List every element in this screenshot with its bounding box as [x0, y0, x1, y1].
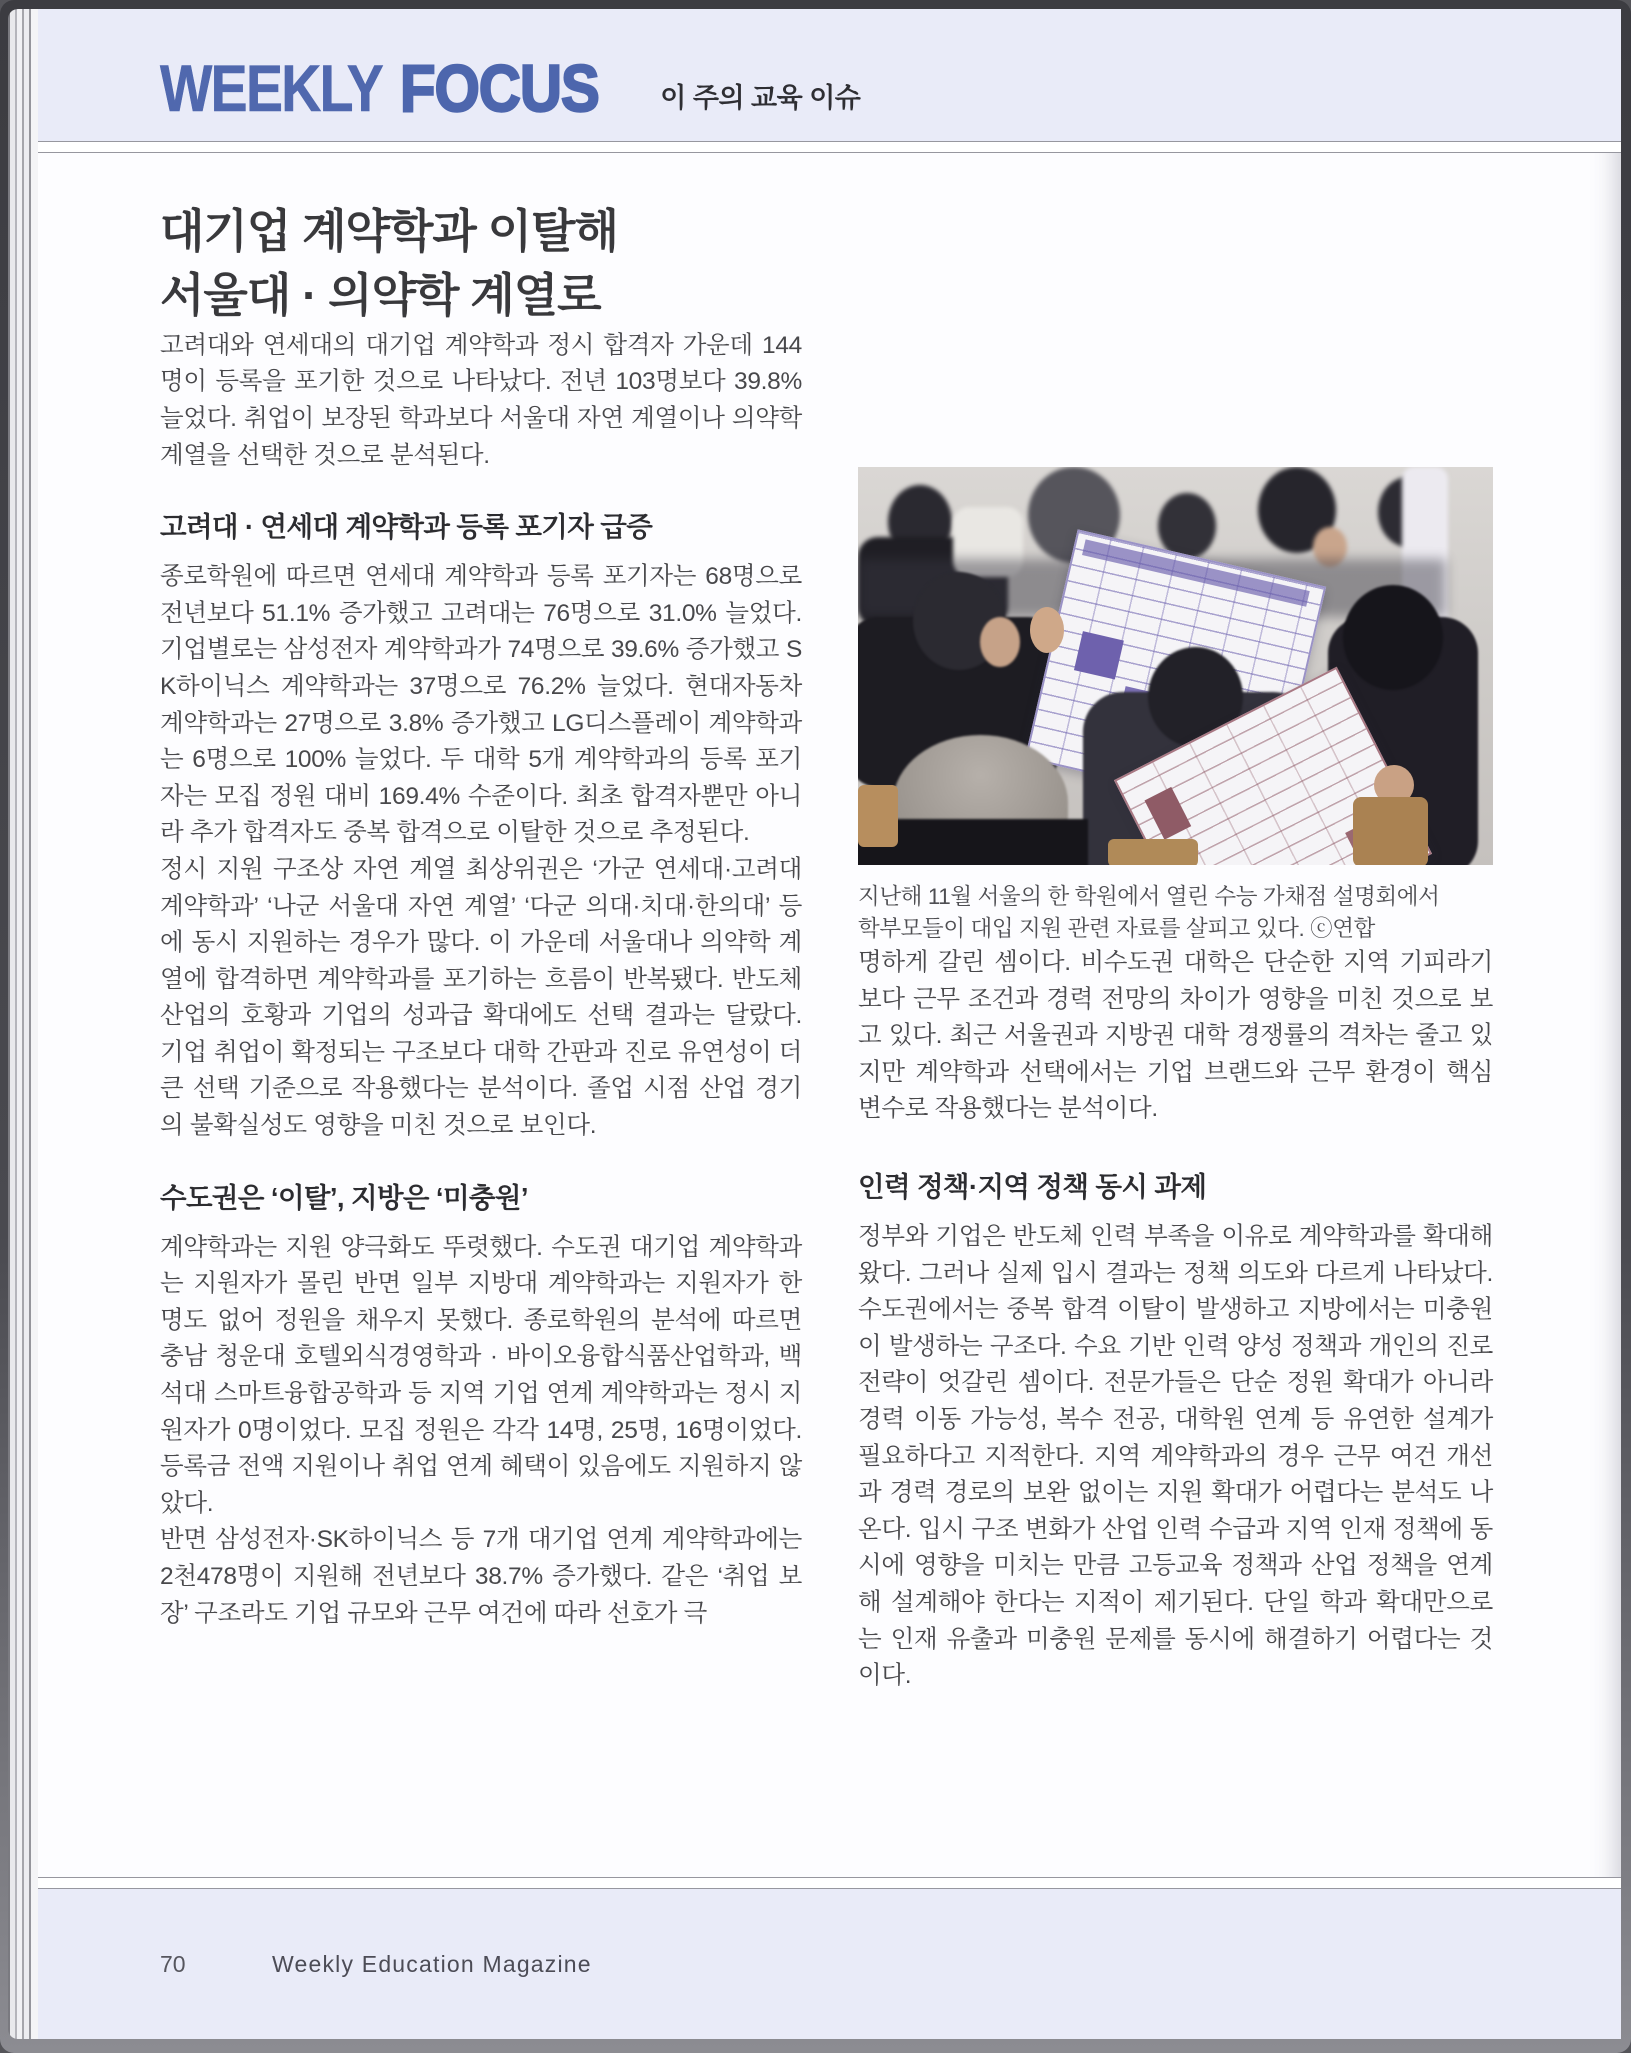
photo-chair-wood	[858, 785, 898, 847]
article-title-line1: 대기업 계약학과 이탈해	[160, 205, 618, 257]
news-photo	[858, 467, 1493, 865]
section2-heading: 수도권은 ‘이탈’, 지방은 ‘미충원’	[160, 1181, 528, 1213]
photo-sheet-logo-block	[1074, 631, 1124, 679]
page-number: 70	[160, 1950, 186, 1977]
header-tagline: 이 주의 교육 이슈	[660, 83, 861, 113]
article-title	[160, 199, 802, 328]
photo-sheet-logo-block	[1145, 787, 1192, 840]
header-band	[38, 9, 1621, 141]
article-title-line2: 서울대 · 의약학 계열로	[160, 269, 601, 322]
section3-heading: 인력 정책·지역 정책 동시 과제	[858, 1170, 1207, 1202]
footer-separator	[38, 1877, 1621, 1889]
left-column	[160, 199, 802, 1877]
photo-face	[980, 617, 1020, 667]
section2-paragraph2: 반면 삼성전자·SK하이닉스 등 7개 대기업 연계 계약학과에는 2천478명이 지원해 전년보다 38.7% 증가했다. 같은 ‘취업 보장’ 구조라도 기업 규모와 근무 여건에 따라 선호가 극	[160, 1526, 802, 1627]
section1-heading: 고려대 · 연세대 계약학과 등록 포기자 급증	[160, 511, 653, 543]
intro-paragraph: 고려대와 연세대의 대기업 계약학과 정시 합격자 가운데 144명이 등록을 포기한 것으로 나타났다. 전년 103명보다 39.8% 늘었다. 취업이 보장된 학과보다 서울대 자연 계열이나 의약학 계열을 선택한 것으로 분석된다.	[160, 331, 802, 469]
section3-paragraph1: 정부와 기업은 반도체 인력 부족을 이유로 계약학과를 확대해왔다. 그러나 실제 입시 결과는 정책 의도와 다르게 나타났다. 수도권에서는 중복 합격 이탈이 발생하고 지방에서는 미충원이 발생하는 구조다. 수요 기반 인력 양성 정책과 개인의 진로 전략이 엇갈린 셈이다. 전문가들은 단순 정원 확대가 아니라 경력 이동 가능성, 복수 전공, 대학원 연계 등 유연한 설계가 필요하다고 지적한다. 지역 계약학과의 경우 근무 여건 개선과 경력 경로의 보완 없이는 지원 확대가 어렵다는 분석도 나온다. 입시 구조 변화가 산업 인력 수급과 지역 인재 정책에 동시에 영향을 미치는 만큼 고등교육 정책과 산업 정책을 연계해 설계해야 한다는 지적이 제기된다. 단일 학과 확대만으로는 인재 유출과 미충원 문제를 동시에 해결하기 어렵다는 것이다.	[858, 1222, 1493, 1690]
photo-person-head	[1343, 585, 1443, 690]
brand-weekly-text: WEEKLY	[160, 51, 382, 125]
section1-paragraph1: 종로학원에 따르면 연세대 계약학과 등록 포기자는 68명으로 전년보다 51.1% 증가했고 고려대는 76명으로 31.0% 늘었다. 기업별로는 삼성전자 계약학과가 74명으로 39.6% 증가했고 SK하이닉스 계약학과는 37명으로 76.2% 늘었다. 현대자동차 계약학과는 27명으로 3.8% 증가했고 LG디스플레이 계약학과는 6명으로 100% 늘었다. 두 대학 5개 계약학과의 등록 포기자는 모집 정원 대비 169.4% 수준이다. 최초 합격자뿐만 아니라 추가 합격자도 중복 합격으로 이탈한 것으로 추정된다.	[160, 563, 802, 847]
magazine-name: Weekly Education Magazine	[272, 1950, 592, 1977]
section1-paragraph2: 정시 지원 구조상 자연 계열 최상위권은 ‘가군 연세대·고려대 계약학과’ ‘나군 서울대 자연 계열’ ‘다군 의대·치대·한의대’ 등에 동시 지원하는 경우가 많다. 이 가운데 서울대나 의약학 계열에 합격하면 계약학과를 포기하는 흐름이 반복됐다. 반도체 산업의 호황과 기업의 성과급 확대에도 선택 결과는 달랐다. 기업 취업이 확정되는 구조보다 대학 간판과 진로 유연성이 더 큰 선택 기준으로 작용했다는 분석이다. 졸업 시점 산업 경기의 불확실성도 영향을 미친 것으로 보인다.	[160, 855, 802, 1140]
page-stack-edge	[8, 9, 38, 2039]
photo-chair-wood	[1108, 839, 1198, 865]
magazine-brand	[160, 51, 626, 125]
section2-paragraph1: 계약학과는 지원 양극화도 뚜렷했다. 수도권 대기업 계약학과는 지원자가 몰린 반면 일부 지방대 계약학과는 지원자가 한 명도 없어 정원을 채우지 못했다. 종로학원의 분석에 따르면 충남 청운대 호텔외식경영학과 · 바이오융합식품산업학과, 백석대 스마트융합공학과 등 지역 기업 연계 계약학과는 정시 지원자가 0명이었다. 모집 정원은 각각 14명, 25명, 16명이었다. 등록금 전액 지원이나 취업 연계 혜택이 있음에도 지원하지 않았다.	[160, 1233, 802, 1517]
right-column	[858, 199, 1493, 1877]
brand-focus-text: FOCUS	[400, 51, 600, 125]
continuation-paragraph: 명하게 갈린 셈이다. 비수도권 대학은 단순한 지역 기피라기보다 근무 조건과 경력 전망의 차이가 영향을 미친 것으로 보고 있다. 최근 서울권과 지방권 대학 경쟁률의 격차는 줄고 있지만 계약학과 선택에서는 기업 브랜드와 근무 환경이 핵심 변수로 작용했다는 분석이다.	[858, 949, 1493, 1123]
footer-band	[38, 1889, 1621, 2039]
photo-chair-wood	[1353, 797, 1428, 865]
article-content	[38, 153, 1621, 1877]
magazine-page	[38, 9, 1621, 2039]
photo-hand	[1030, 607, 1064, 653]
header-separator	[38, 141, 1621, 153]
photo-caption: 지난해 11월 서울의 한 학원에서 열린 수능 가채점 설명회에서 학부모들이 대입 지원 관련 자료를 살피고 있다. ⓒ연합	[858, 884, 1440, 941]
